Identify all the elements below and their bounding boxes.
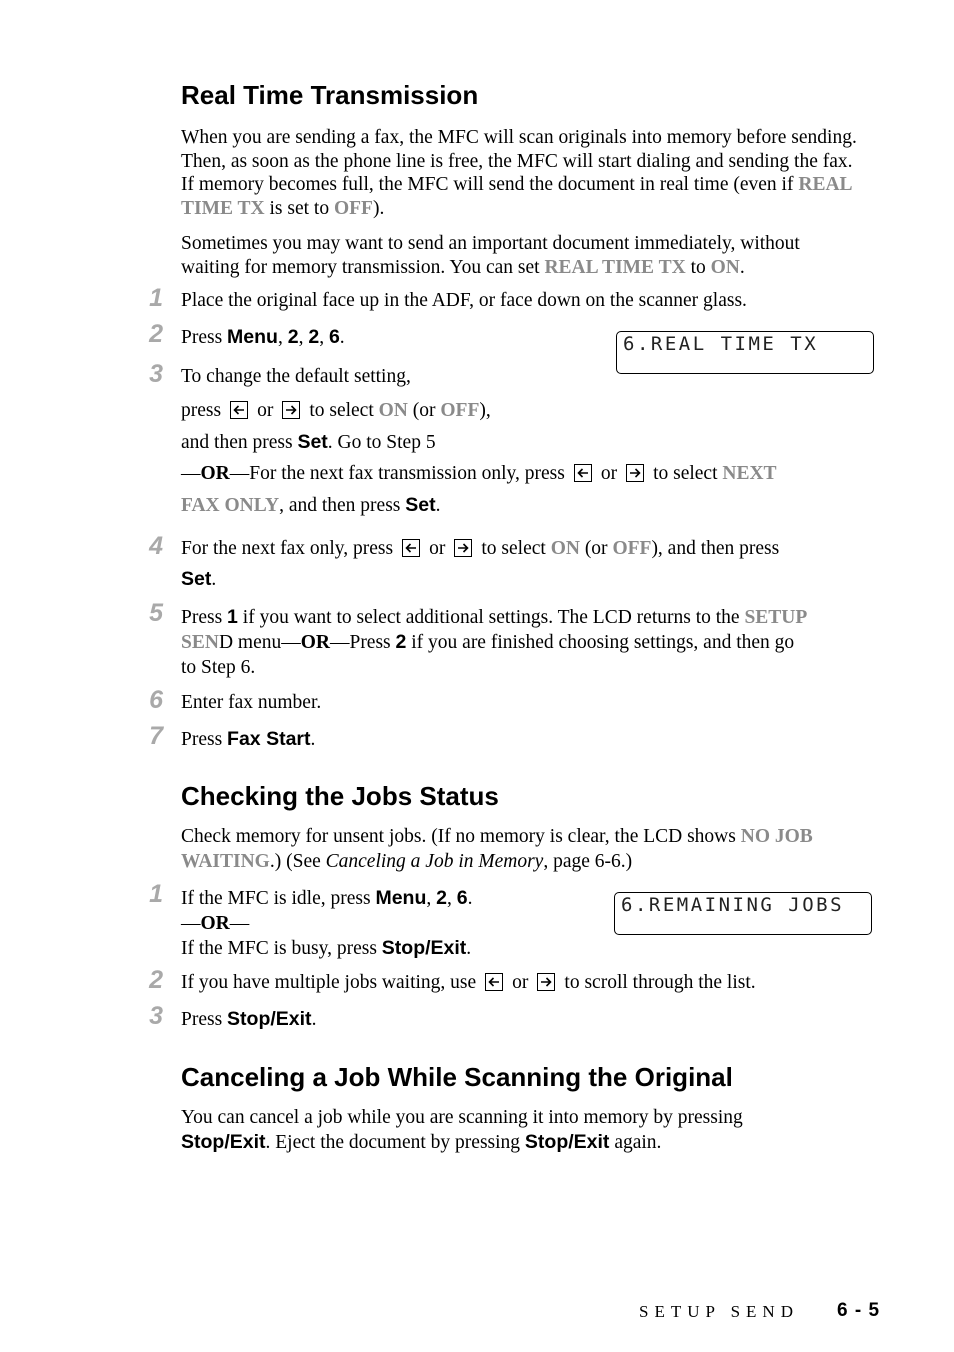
step-number: 4	[149, 532, 163, 560]
right-arrow-key-icon	[626, 464, 644, 482]
section-title-real-time-transmission: Real Time Transmission	[181, 80, 479, 110]
step-number: 7	[149, 722, 163, 750]
step-number: 2	[149, 966, 163, 994]
left-arrow-key-icon	[485, 973, 503, 991]
step-number: 3	[149, 360, 163, 388]
lcd-display: 6.REMAINING JOBS	[614, 892, 872, 935]
menu-key-label: Menu	[227, 326, 278, 348]
step-text: To change the default setting,	[181, 366, 411, 387]
footer-section-name: SETUP SEND	[639, 1302, 799, 1321]
step-text: Set.	[181, 568, 217, 590]
step-number: 3	[149, 1002, 163, 1030]
step-text: —OR—For the next fax transmission only, press or to select NEXT	[181, 463, 777, 484]
intro-paragraph-2: Sometimes you may want to send an important document immediately, without waiting for memory transmission. You can set REAL TIME TX to ON.	[181, 233, 800, 278]
step-text: If the MFC is idle, press Menu, 2, 6. —OR— If the MFC is busy, press Stop/Exit.	[181, 887, 473, 959]
set-key-label: Set	[181, 568, 212, 590]
step-text: Press 1 if you want to select additional settings. The LCD returns to the SETUP SEND menu—OR—Press 2 if you are finished choosing settings, and then go to Step 6.	[181, 606, 808, 678]
step-text: and then press Set. Go to Step 5	[181, 431, 436, 453]
step-text: Press Fax Start.	[181, 728, 316, 750]
section-title-checking-jobs-status: Checking the Jobs Status	[181, 781, 499, 811]
step-text: FAX ONLY, and then press Set.	[181, 494, 441, 516]
left-arrow-key-icon	[402, 539, 420, 557]
step-number: 1	[149, 284, 163, 312]
step-number: 2	[149, 320, 163, 348]
fax-start-key-label: Fax Start	[227, 728, 311, 750]
step-text: Press Stop/Exit.	[181, 1008, 317, 1030]
set-key-label: Set	[405, 494, 436, 516]
step-number: 1	[149, 880, 163, 908]
step-number: 6	[149, 686, 163, 714]
page-number: 6 - 5	[837, 1300, 881, 1321]
section-title-canceling-job: Canceling a Job While Scanning the Original	[181, 1062, 733, 1092]
jobs-status-intro: Check memory for unsent jobs. (If no memory is clear, the LCD shows NO JOB WAITING.) (See Canceling a Job in Memory, page 6-6.)	[181, 826, 813, 872]
canceling-job-paragraph: You can cancel a job while you are scanning it into memory by pressing Stop/Exit. Eject the document by pressing Stop/Exit again.	[181, 1107, 743, 1153]
step-number: 5	[149, 599, 163, 627]
left-arrow-key-icon	[230, 401, 248, 419]
step-text: Enter fax number.	[181, 692, 322, 713]
set-key-label: Set	[297, 431, 328, 453]
step-text: For the next fax only, press or to select ON (or OFF), and then press	[181, 538, 780, 559]
step-text: If you have multiple jobs waiting, use or to scroll through the list.	[181, 972, 756, 993]
left-arrow-key-icon	[574, 464, 592, 482]
right-arrow-key-icon	[282, 401, 300, 419]
step-text: Place the original face up in the ADF, or face down on the scanner glass.	[181, 290, 747, 311]
lcd-display: 6.REAL TIME TX	[616, 331, 874, 374]
step-text: Press Menu, 2, 2, 6.	[181, 326, 345, 348]
right-arrow-key-icon	[537, 973, 555, 991]
intro-paragraph-1: When you are sending a fax, the MFC will scan originals into memory before sending. Then, as soon as the phone line is free, the MFC will start dialing and sending the fax. If memory becomes full, the MFC will send the document in real time (even if REAL TIME TX is set to OFF).	[181, 127, 857, 219]
step-text: press or to select ON (or OFF),	[181, 400, 491, 421]
stop-exit-key-label: Stop/Exit	[227, 1008, 312, 1030]
right-arrow-key-icon	[454, 539, 472, 557]
